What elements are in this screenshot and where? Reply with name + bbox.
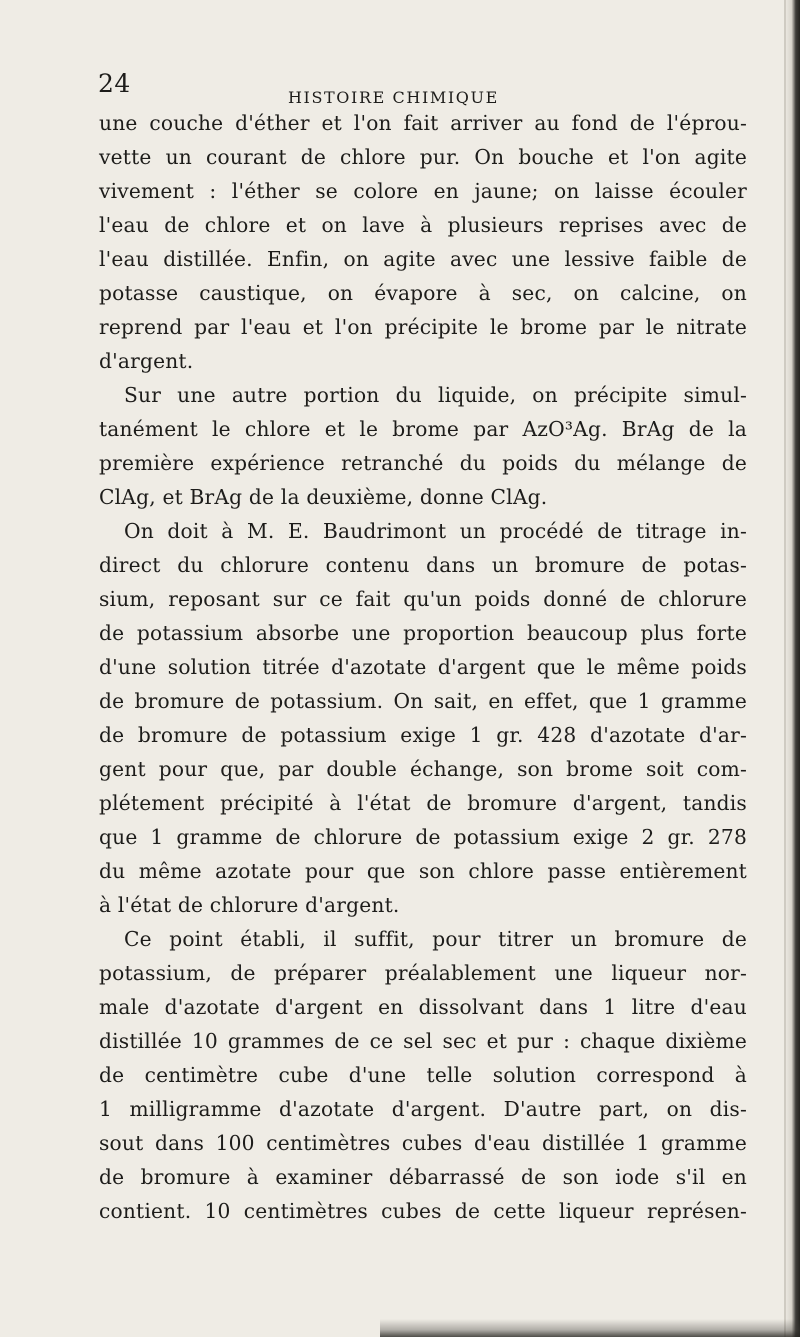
text-line: ClAg, et BrAg de la deuxième, donne ClAg. (99, 485, 548, 509)
text-line: gent pour que, par double échange, son brome soit com- (99, 757, 747, 781)
text-line: une couche d'éther et l'on fait arriver au fond de l'éprou- (99, 111, 747, 135)
body-text (99, 106, 747, 1228)
text-line: de bromure de potassium exige 1 gr. 428 d'azotate d'ar- (99, 723, 747, 747)
text-line: male d'azotate d'argent en dissolvant dans 1 litre d'eau (99, 995, 747, 1019)
text-line: contient. 10 centimètres cubes de cette liqueur représen- (99, 1199, 747, 1223)
text-line: de bromure de potassium. On sait, en effet, que 1 gramme (99, 689, 747, 713)
text-line: Sur une autre portion du liquide, on précipite simul- (124, 383, 747, 407)
text-line: l'eau distillée. Enfin, on agite avec une lessive faible de (99, 247, 747, 271)
text-line: sout dans 100 centimètres cubes d'eau distillée 1 gramme (99, 1131, 747, 1155)
text-line: du même azotate pour que son chlore passe entièrement (99, 859, 747, 883)
text-line: vette un courant de chlore pur. On bouche et l'on agite (99, 145, 747, 169)
running-head: HISTOIRE CHIMIQUE (288, 88, 499, 107)
text-line: de centimètre cube d'une telle solution correspond à (99, 1063, 747, 1087)
text-line: à l'état de chlorure d'argent. (99, 893, 400, 917)
text-line: direct du chlorure contenu dans un bromure de potas- (99, 553, 747, 577)
text-line: de potassium absorbe une proportion beaucoup plus forte (99, 621, 747, 645)
bottom-shadow (380, 1319, 800, 1337)
text-line: On doit à M. E. Baudrimont un procédé de titrage in- (124, 519, 747, 543)
text-line: tanément le chlore et le brome par AzO³Ag. BrAg de la (99, 417, 747, 441)
text-line: que 1 gramme de chlorure de potassium exige 2 gr. 278 (99, 825, 747, 849)
text-line: plétement précipité à l'état de bromure d'argent, tandis (99, 791, 747, 815)
text-line: d'argent. (99, 349, 194, 373)
text-line: Ce point établi, il suffit, pour titrer un bromure de (124, 927, 747, 951)
text-line: 1 milligramme d'azotate d'argent. D'autre part, on dis- (99, 1097, 747, 1121)
text-line: sium, reposant sur ce fait qu'un poids donné de chlorure (99, 587, 747, 611)
text-line: première expérience retranché du poids du mélange de (99, 451, 747, 475)
page-number: 24 (98, 69, 131, 98)
text-line: de bromure à examiner débarrassé de son iode s'il en (99, 1165, 747, 1189)
text-line: potasse caustique, on évapore à sec, on calcine, on (99, 281, 747, 305)
text-line: d'une solution titrée d'azotate d'argent que le même poids (99, 655, 747, 679)
page-edge-shadow (786, 0, 800, 1337)
text-line: reprend par l'eau et l'on précipite le brome par le nitrate (99, 315, 747, 339)
text-line: vivement : l'éther se colore en jaune; on laisse écouler (99, 179, 747, 203)
text-line: distillée 10 grammes de ce sel sec et pur : chaque dixième (99, 1029, 747, 1053)
text-line: potassium, de préparer préalablement une liqueur nor- (99, 961, 747, 985)
text-line: l'eau de chlore et on lave à plusieurs reprises avec de (99, 213, 747, 237)
